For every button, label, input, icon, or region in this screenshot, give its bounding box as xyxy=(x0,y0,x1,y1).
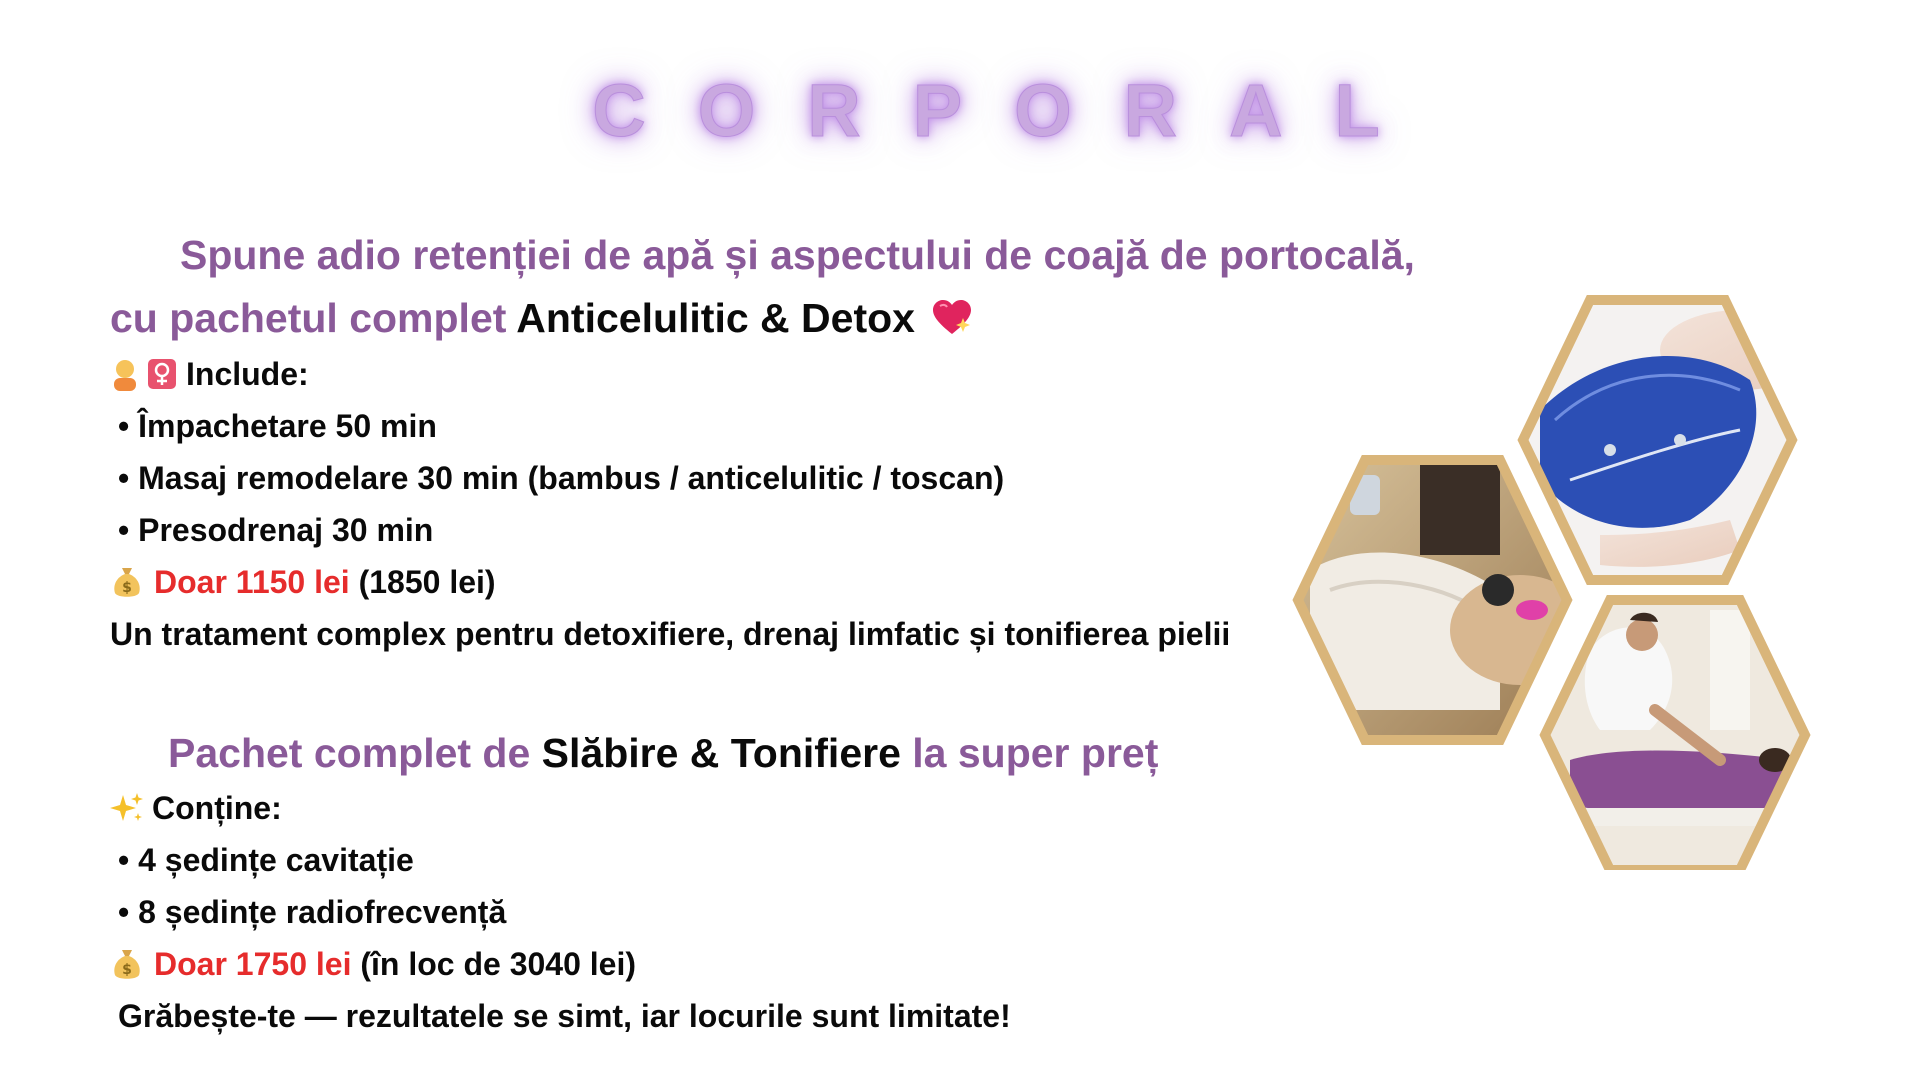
package1-description: Un tratament complex pentru detoxifiere, drenaj limfatic și tonifierea pielii xyxy=(110,616,1231,652)
package1-headline-highlight: Anticelulitic & Detox xyxy=(516,295,915,341)
svg-text:$: $ xyxy=(122,580,132,596)
hexagon-photo-collage xyxy=(1270,290,1890,870)
package2-price-offer: Doar 1750 lei xyxy=(154,946,352,982)
package2-headline-prefix: Pachet complet de xyxy=(168,730,542,776)
photo-massage xyxy=(1540,595,1810,870)
package1-price xyxy=(110,564,496,601)
people-icon xyxy=(110,357,178,391)
package1-headline-prefix: cu pachetul complet xyxy=(110,295,517,341)
package2-closing: Grăbește-te — rezultatele se simt, iar locurile sunt limitate! xyxy=(118,998,1011,1034)
package2-price xyxy=(110,946,636,983)
sparkles-icon xyxy=(110,791,144,825)
package1-item-3: • Presodrenaj 30 min xyxy=(118,512,434,548)
package1-item-2: • Masaj remodelare 30 min (bambus / anticelulitic / toscan) xyxy=(118,460,1005,496)
svg-text:$: $ xyxy=(122,962,132,978)
contains-label: Conține: xyxy=(152,790,282,826)
package2-item-2: • 8 ședințe radiofrecvență xyxy=(118,894,507,930)
package1-include xyxy=(110,356,309,393)
package1-price-original: (1850 lei) xyxy=(358,564,496,600)
package2-contains xyxy=(110,790,282,827)
package2-headline-highlight: Slăbire & Tonifiere xyxy=(541,730,901,776)
include-label: Include: xyxy=(186,356,309,392)
package1-item-1: • Împachetare 50 min xyxy=(118,408,437,444)
package2-headline-suffix: la super preț xyxy=(900,730,1159,776)
sparkling-heart-icon xyxy=(932,300,972,336)
package1-price-offer: Doar 1150 lei xyxy=(154,564,350,600)
package1-headline-line1: Spune adio retenției de apă și aspectului de coajă de portocală, xyxy=(180,232,1415,278)
money-bag-icon xyxy=(110,947,144,981)
package1-headline-line2 xyxy=(110,295,972,342)
photo-compression-wrap xyxy=(1520,295,1820,585)
package2-item-1: • 4 ședințe cavitație xyxy=(118,842,414,878)
page-title: CORPORAL xyxy=(592,69,1432,152)
package2-headline xyxy=(168,730,1158,777)
package2-price-original: (în loc de 3040 lei) xyxy=(360,946,636,982)
money-bag-icon xyxy=(110,565,144,599)
